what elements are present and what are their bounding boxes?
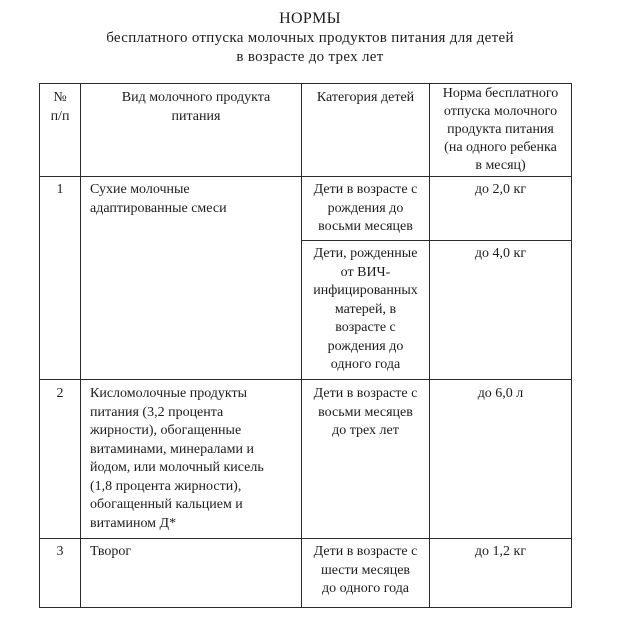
header-norm: Норма бесплатного отпуска молочного продукта питания (на одного ребенка в месяц) <box>442 86 559 173</box>
row-1-sub-separator <box>301 240 572 241</box>
header-number: № п/п <box>50 90 70 124</box>
row-2-category: Дети в возрасте с восьми месяцев до трех лет <box>313 386 418 438</box>
table-border-right <box>571 83 572 608</box>
table-border-bottom <box>39 607 572 608</box>
header-product-type: Вид молочного продукта питания <box>121 90 271 124</box>
document-subtitle-line-2: в возрасте до трех лет <box>236 49 384 65</box>
row-1b-norm: до 4,0 кг <box>474 246 527 261</box>
row-2-norm: до 6,0 л <box>477 386 524 401</box>
document-title: НОРМЫ <box>279 10 341 27</box>
document-subtitle-line-1: бесплатного отпуска молочных продуктов питания для детей <box>106 30 514 46</box>
row-1a-category: Дети в возрасте с рождения до восьми месяцев <box>313 182 418 234</box>
row-3-product: Творог <box>90 544 132 559</box>
row-3-number: 3 <box>56 544 64 559</box>
row-3-category: Дети в возрасте с шести месяцев до одного года <box>313 544 418 596</box>
table-border-top <box>39 83 572 84</box>
row-1a-norm: до 2,0 кг <box>474 182 527 197</box>
row-2-number: 2 <box>56 386 64 401</box>
table-border-left <box>39 83 40 608</box>
row-3-norm: до 1,2 кг <box>474 544 527 559</box>
table-header-separator <box>39 176 572 177</box>
row-1-number: 1 <box>56 182 64 197</box>
row-1-product: Сухие молочные адаптированные смеси <box>90 182 227 216</box>
row-2-separator <box>39 538 572 539</box>
header-children-category: Категория детей <box>316 90 415 105</box>
row-1b-category: Дети, рожденные от ВИЧ- инфицированных матерей, в возрасте с рождения до одного года <box>313 246 418 372</box>
column-divider-1 <box>80 83 81 608</box>
row-2-product: Кисломолочные продукты питания (3,2 процента жирности), обогащенные витаминами, минералами и йодом, или молочный кисель (1,8 процента жирности), обогащенный кальцием и витамином Д* <box>90 386 264 531</box>
row-1-separator <box>39 379 572 380</box>
